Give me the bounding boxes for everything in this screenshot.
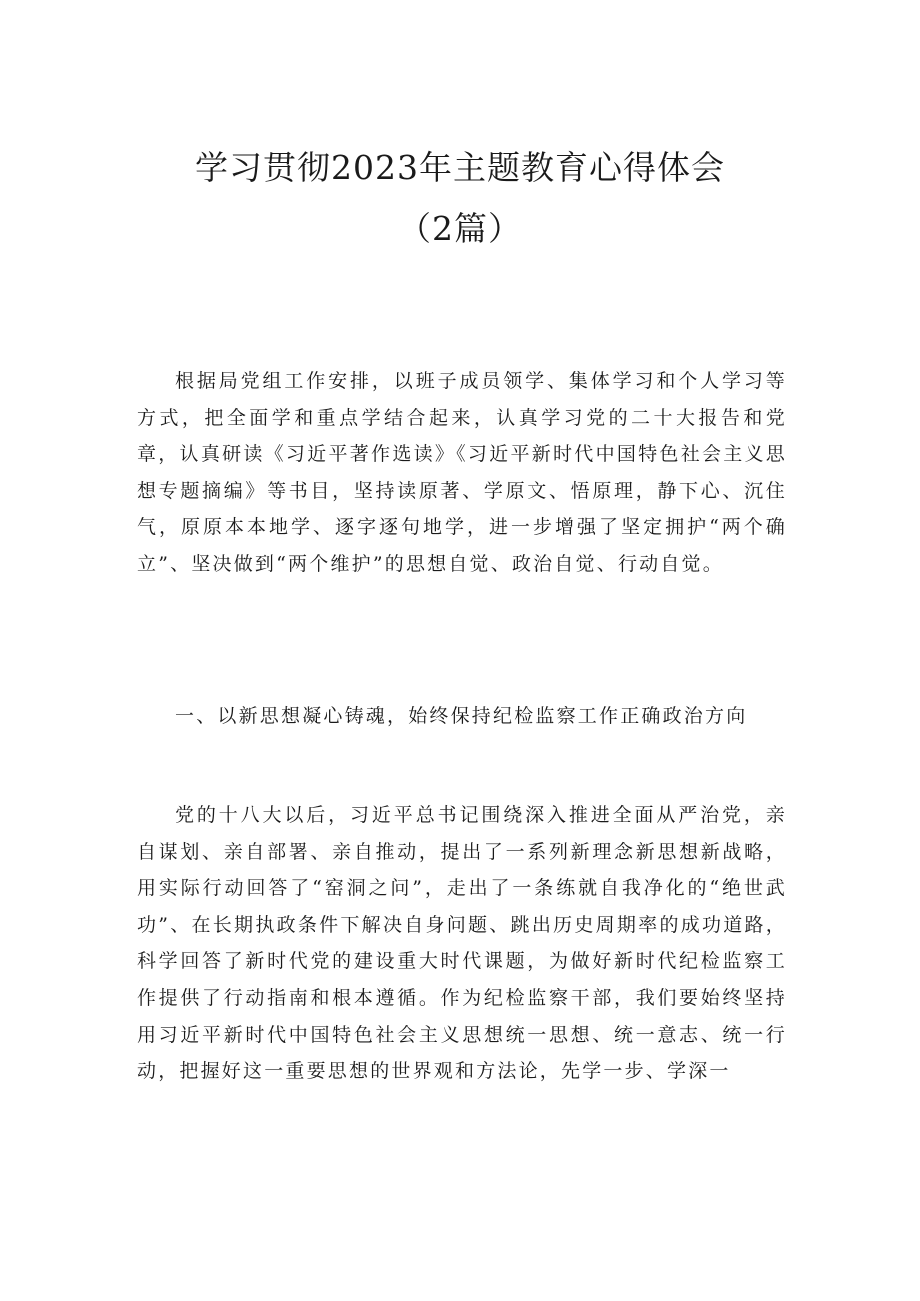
intro-paragraph: 根据局党组工作安排，以班子成员领学、集体学习和个人学习等方式，把全面学和重点学结合起来，认真学习党的二十大报告和党章，认真研读《习近平著作选读》《习近平新时代中国特色社会主义思想专题摘编》等书目，坚持读原著、学原文、悟原理，静下心、沉住气，原原本本地学、逐字逐句地学，进一步增强了坚定拥护“两个确立”、坚决做到“两个维护”的思想自觉、政治自觉、行动自觉。 [137, 370, 787, 575]
section-heading-1: 一、以新思想凝心铸魂，始终保持纪检监察工作正确政治方向 [175, 705, 748, 727]
body-paragraph: 党的十八大以后，习近平总书记围绕深入推进全面从严治党，亲自谋划、亲自部署、亲自推动，提出了一系列新理念新思想新战略，用实际行动回答了“窑洞之问”，走出了一条练就自我净化的“绝世武功”、在长期执政条件下解决自身问题、跳出历史周期率的成功道路，科学回答了新时代党的建设重大时代课题，为做好新时代纪检监察工作提供了行动指南和根本遵循。作为纪检监察干部，我们要始终坚持用习近平新时代中国特色社会主义思想统一思想、统一意志、统一行动，把握好这一重要思想的世界观和方法论，先学一步、学深一 [137, 804, 787, 1083]
document-title: 学习贯彻2023年主题教育心得体会 [195, 148, 725, 187]
document-subtitle: （2篇） [398, 209, 522, 248]
